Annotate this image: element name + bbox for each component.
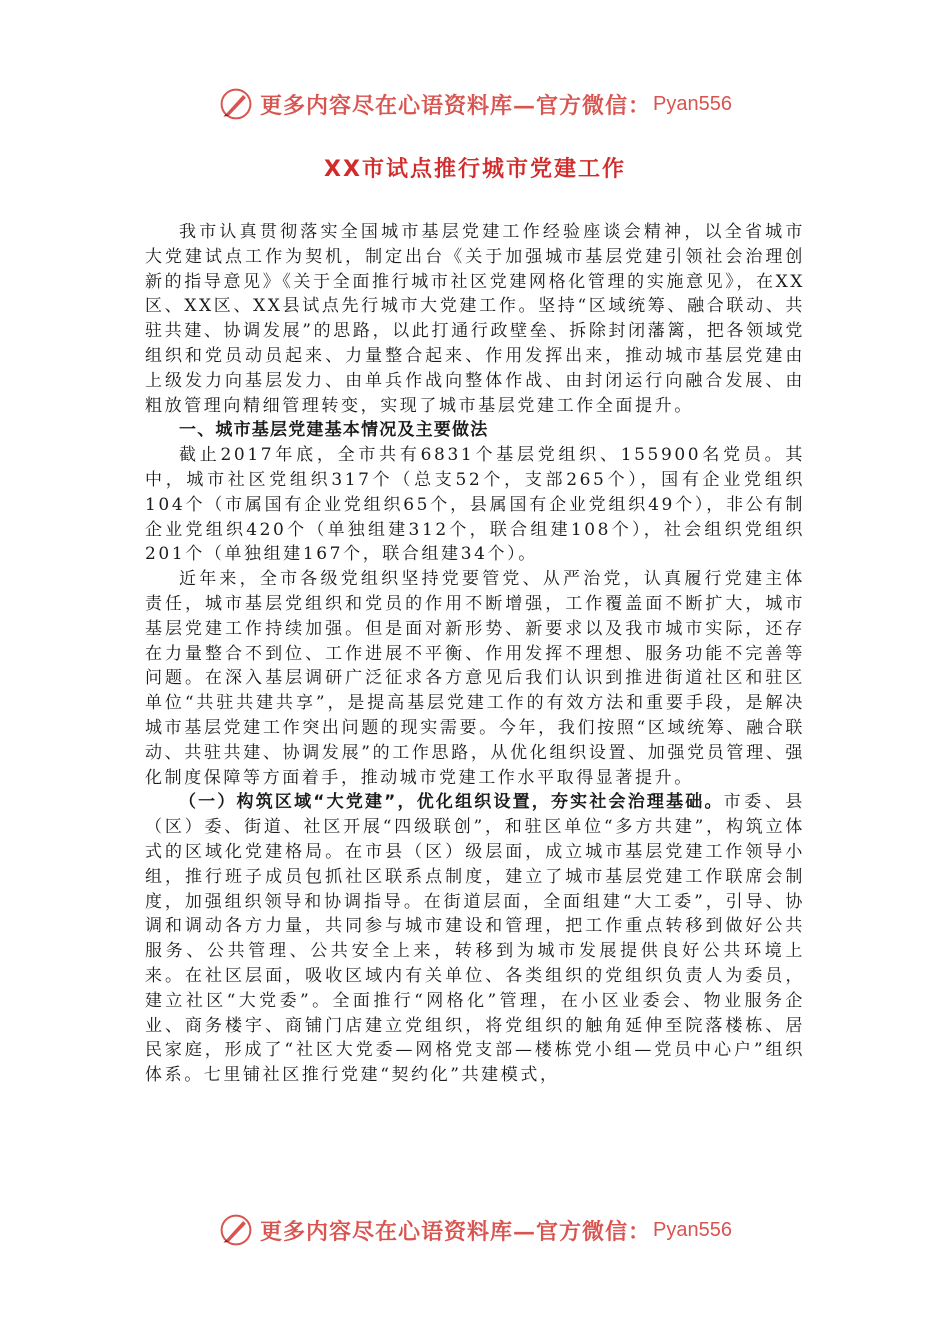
- paragraph-subsection-1: [145, 790, 805, 1088]
- banner-text: 更多内容尽在心语资料库—官方微信：: [260, 92, 652, 119]
- paragraph-background: 近年来，全市各级党组织坚持党要管党、从严治党，认真履行党建主体责任，城市基层党组织和党员的作用不断增强，工作覆盖面不断扩大，城市基层党建工作持续加强。但是面对新形势、新要求以及我市城市实际，还存在力量整合不到位、工作进展不平衡、作用发挥不理想、服务功能不完善等问题。在深入基层调研广泛征求各方意见后我们认识到推进街道社区和驻区单位“共驻共建共享”，是提高基层党建工作的有效方法和重要手段，是解决城市基层党建工作突出问题的现实需要。今年，我们按照“区域统筹、融合联动、共驻共建、协调发展”的工作思路，从优化组织设置、加强党员管理、强化制度保障等方面着手，推动城市党建工作水平取得显著提升。: [145, 569, 805, 788]
- paragraph-statistics: 截止2017年底，全市共有6831个基层党组织、155900名党员。其中，城市社区党组织317个（总支52个，支部265个），国有企业党组织104个（市属国有企业党组织65个，县属国有企业党组织49个），非公有制企业党组织420个（单独组建312个，联合组建108个），社会组织党组织201个（单独组建167个，联合组建34个）。: [145, 445, 805, 565]
- pen-logo-icon: [218, 1212, 254, 1248]
- document-title: XX市试点推行城市党建工作: [324, 157, 626, 182]
- pen-logo-icon: [218, 86, 254, 122]
- banner-wechat-id: Pyan556: [653, 1218, 732, 1241]
- header-watermark-banner: [0, 84, 950, 124]
- footer-watermark-banner: [0, 1210, 950, 1250]
- subsection-heading-1: （一）构筑区域“大党建”，优化组织设置，夯实社会治理基础。: [179, 792, 724, 813]
- section-heading-1: 一、城市基层党建基本情况及主要做法: [179, 420, 489, 441]
- document-body: [145, 220, 805, 1088]
- paragraph-intro: 我市认真贯彻落实全国城市基层党建工作经验座谈会精神，以全省城市大党建试点工作为契机，制定出台《关于加强城市基层党建引领社会治理创新的指导意见》《关于全面推行城市社区党建网格化管理的实施意见》，在XX区、XX区、XX县试点先行城市大党建工作。坚持“区域统筹、融合联动、共驻共建、协调发展”的思路，以此打通行政壁垒、拆除封闭藩篱，把各领域党组织和党员动员起来、力量整合起来、作用发挥出来，推动城市基层党建由上级发力向基层发力、由单兵作战向整体作战、由封闭运行向融合发展、由粗放管理向精细管理转变，实现了城市基层党建工作全面提升。: [145, 222, 805, 416]
- banner-wechat-id: Pyan556: [653, 92, 732, 115]
- subsection-1-text: 市委、县（区）委、街道、社区开展“四级联创”，和驻区单位“多方共建”，构筑立体式的区域化党建格局。在市县（区）级层面，成立城市基层党建工作领导小组，推行班子成员包抓社区联系点制度，建立了城市基层党建工作联席会制度，加强组织领导和协调指导。在街道层面，全面组建“大工委”，引导、协调和调动各方力量，共同参与城市建设和管理，把工作重点转移到做好公共服务、公共管理、公共安全上来，转移到为城市发展提供良好公共环境上来。在社区层面，吸收区域内有关单位、各类组织的党组织负责人为委员，建立社区“大党委”。全面推行“网格化”管理，在小区业委会、物业服务企业、商务楼宇、商铺门店建立党组织，将党组织的触角延伸至院落楼栋、居民家庭，形成了“社区大党委—网格党支部—楼栋党小组—党员中心户”组织体系。七里铺社区推行党建“契约化”共建模式，: [145, 792, 805, 1086]
- banner-text: 更多内容尽在心语资料库—官方微信：: [260, 1218, 652, 1245]
